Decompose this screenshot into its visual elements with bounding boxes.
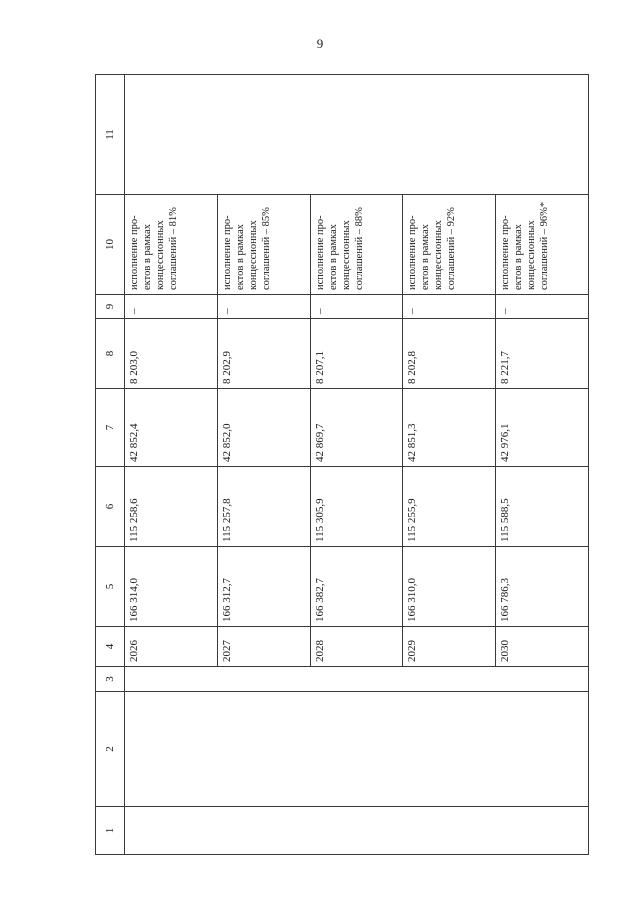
value-cell: 42 852,4 [125, 389, 218, 467]
year-cell: 2026 [125, 627, 218, 667]
header-cell: 8 [96, 319, 125, 389]
value-cell: 42 869,7 [310, 389, 403, 467]
value-cell: 166 310,0 [403, 547, 496, 627]
empty-cell [125, 692, 589, 807]
value-cell: 42 851,3 [403, 389, 496, 467]
year-cell: 2027 [217, 627, 310, 667]
value-cell: 8 207,1 [310, 319, 403, 389]
value-cell: 8 202,9 [217, 319, 310, 389]
header-cell: 2 [96, 692, 125, 807]
value-cell: 115 305,9 [310, 467, 403, 547]
dash-cell: – [310, 295, 403, 319]
header-cell: 11 [96, 75, 125, 195]
header-cell: 5 [96, 547, 125, 627]
header-cell: 10 [96, 195, 125, 295]
data-table [95, 74, 589, 855]
value-cell: 42 852,0 [217, 389, 310, 467]
value-cell: 8 202,8 [403, 319, 496, 389]
empty-cell [125, 807, 589, 855]
value-cell: 166 786,3 [496, 547, 589, 627]
value-cell: 115 258,6 [125, 467, 218, 547]
year-cell: 2029 [403, 627, 496, 667]
year-cell: 2030 [496, 627, 589, 667]
empty-cell [125, 667, 589, 692]
dash-cell: – [125, 295, 218, 319]
dash-cell: – [496, 295, 589, 319]
value-cell: 166 312,7 [217, 547, 310, 627]
value-cell: 166 382,7 [310, 547, 403, 627]
dash-cell: – [403, 295, 496, 319]
header-cell: 9 [96, 295, 125, 319]
header-cell: 6 [96, 467, 125, 547]
value-cell: 8 221,7 [496, 319, 589, 389]
table-row [125, 75, 218, 855]
value-cell: 42 976,1 [496, 389, 589, 467]
value-cell: 115 588,5 [496, 467, 589, 547]
value-cell: 8 203,0 [125, 319, 218, 389]
note-cell: исполнение про-ектов в рамках концессионных соглашений – 96%* [496, 195, 589, 295]
header-cell: 4 [96, 627, 125, 667]
header-row [96, 75, 125, 855]
year-cell: 2028 [310, 627, 403, 667]
value-cell: 166 314,0 [125, 547, 218, 627]
rotated-table-container [95, 75, 589, 855]
note-cell: исполнение про-ектов в рамках концессионных соглашений – 88% [310, 195, 403, 295]
note-cell: исполнение про-ектов в рамках концессионных соглашений – 85% [217, 195, 310, 295]
note-cell: исполнение про-ектов в рамках концессионных соглашений – 81% [125, 195, 218, 295]
header-cell: 3 [96, 667, 125, 692]
value-cell: 115 257,8 [217, 467, 310, 547]
header-cell: 1 [96, 807, 125, 855]
dash-cell: – [217, 295, 310, 319]
value-cell: 115 255,9 [403, 467, 496, 547]
empty-cell [125, 75, 589, 195]
page-number: 9 [316, 36, 324, 51]
header-cell: 7 [96, 389, 125, 467]
note-cell: исполнение про-ектов в рамках концессионных соглашений – 92% [403, 195, 496, 295]
